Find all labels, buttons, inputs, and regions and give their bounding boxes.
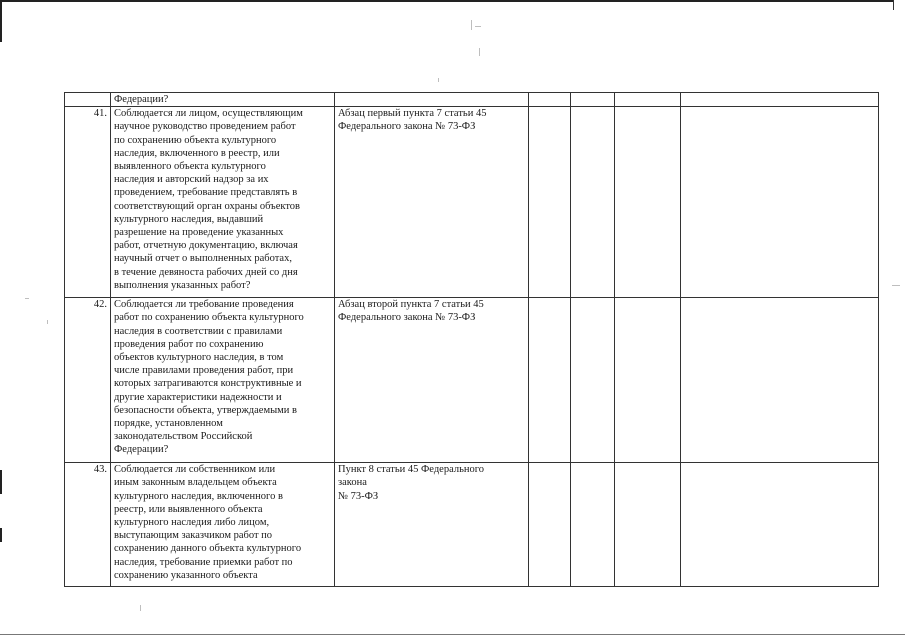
question-line: наследия, включенного в реестр, или [114,147,280,159]
scan-speck [438,78,439,82]
question-line: работ, отчетную документацию, включая [114,240,298,252]
reference-line: Федерального закона № 73-ФЗ [338,312,476,324]
answer-na-cell[interactable] [615,93,681,107]
answer-no-cell[interactable] [571,298,615,463]
answer-yes-cell[interactable] [529,298,571,463]
reference-line: Абзац второй пункта 7 статьи 45 [338,299,484,311]
left-edge-mark [0,528,2,542]
question-line: культурного наследия, выдавший [114,213,264,225]
answer-no-cell[interactable] [571,93,615,107]
question-line: наследия в соответствии с правилами [114,325,283,337]
reference-line: закона [338,477,367,489]
question-line: работ по сохранению объекта культурного [114,312,304,324]
reference-line: № 73-ФЗ [338,490,379,502]
top-border-line [0,0,893,2]
question-line: Соблюдается ли лицом, осуществляющим [114,108,303,120]
question-line: выполнения указанных работ? [114,279,251,291]
scan-speck [471,20,472,30]
comment-cell[interactable] [681,463,879,587]
comment-cell[interactable] [681,107,879,298]
question-line: безопасности объекта, утверждаемыми в [114,404,298,416]
scan-speck [25,298,29,299]
answer-yes-cell[interactable] [529,93,571,107]
question-line: объектов культурного наследия, в том [114,352,284,364]
question-line: Федерации? [114,444,169,456]
question-line: другие характеристики надежности и [114,391,282,403]
row-number [65,93,111,107]
reference-line: Абзац первый пункта 7 статьи 45 [338,108,487,120]
question-line: научное руководство проведением работ [114,121,296,133]
question-line: сохранению данного объекта культурного [114,543,302,555]
reference-line: Федерального закона № 73-ФЗ [338,121,476,133]
left-edge-mark [0,470,2,494]
question-line: выявленного объекта культурного [114,161,266,173]
question-line: соответствующий орган охраны объектов [114,200,300,212]
answer-no-cell[interactable] [571,463,615,587]
question-line: по сохранению объекта культурного [114,134,277,146]
question-line: выступающим заказчиком работ по [114,530,273,542]
left-edge-mark [0,0,2,42]
answer-yes-cell[interactable] [529,463,571,587]
row-number: 43. [65,463,111,587]
question-line: Соблюдается ли собственником или [114,464,276,476]
reference-line: Пункт 8 статьи 45 Федерального [338,464,485,476]
question-line: сохранению указанного объекта [114,569,258,581]
question-line: научный отчет о выполненных работах, [114,253,292,265]
question-line: Федерации? [114,94,169,105]
question-line: реестр, или выявленного объекта [114,503,263,515]
question-line: иным законным владельцем объекта [114,477,277,489]
question-line: порядке, установленном [114,418,223,430]
table-row [65,93,879,107]
row-number: 41. [65,107,111,298]
requirement-question [111,298,335,463]
question-line: культурного наследия, включенного в [114,490,283,502]
legal-reference [335,107,529,298]
question-line: наследия и авторский надзор за их [114,174,269,186]
scan-speck [47,320,48,324]
table-row [65,298,879,463]
requirement-question [111,463,335,587]
question-line: проведения работ по сохранению [114,338,264,350]
question-line: Соблюдается ли требование проведения [114,299,294,311]
legal-reference [335,298,529,463]
comment-cell[interactable] [681,93,879,107]
question-line: наследия, требование приемки работ по [114,556,293,568]
comment-cell[interactable] [681,298,879,463]
scan-speck [475,26,481,27]
question-line: законодательством Российской [114,431,253,443]
legal-reference [335,93,529,107]
checklist-table [64,92,879,587]
answer-na-cell[interactable] [615,298,681,463]
table-row [65,107,879,298]
requirement-question [111,93,335,107]
scan-speck [140,605,141,611]
answer-no-cell[interactable] [571,107,615,298]
answer-na-cell[interactable] [615,107,681,298]
scan-speck [892,285,900,286]
scan-speck [479,48,480,56]
question-line: культурного наследия либо лицом, [114,517,270,529]
question-line: числе правилами проведения работ, при [114,365,294,377]
table-row [65,463,879,587]
question-line: в течение девяноста рабочих дней со дня [114,266,298,278]
question-line: которых затрагиваются конструктивные и [114,378,302,390]
question-line: проведением, требование представлять в [114,187,298,199]
requirement-question [111,107,335,298]
legal-reference [335,463,529,587]
answer-na-cell[interactable] [615,463,681,587]
bottom-border-line [0,634,905,635]
question-line: разрешение на проведение указанных [114,227,284,239]
row-number: 42. [65,298,111,463]
answer-yes-cell[interactable] [529,107,571,298]
top-right-tick [893,0,894,10]
